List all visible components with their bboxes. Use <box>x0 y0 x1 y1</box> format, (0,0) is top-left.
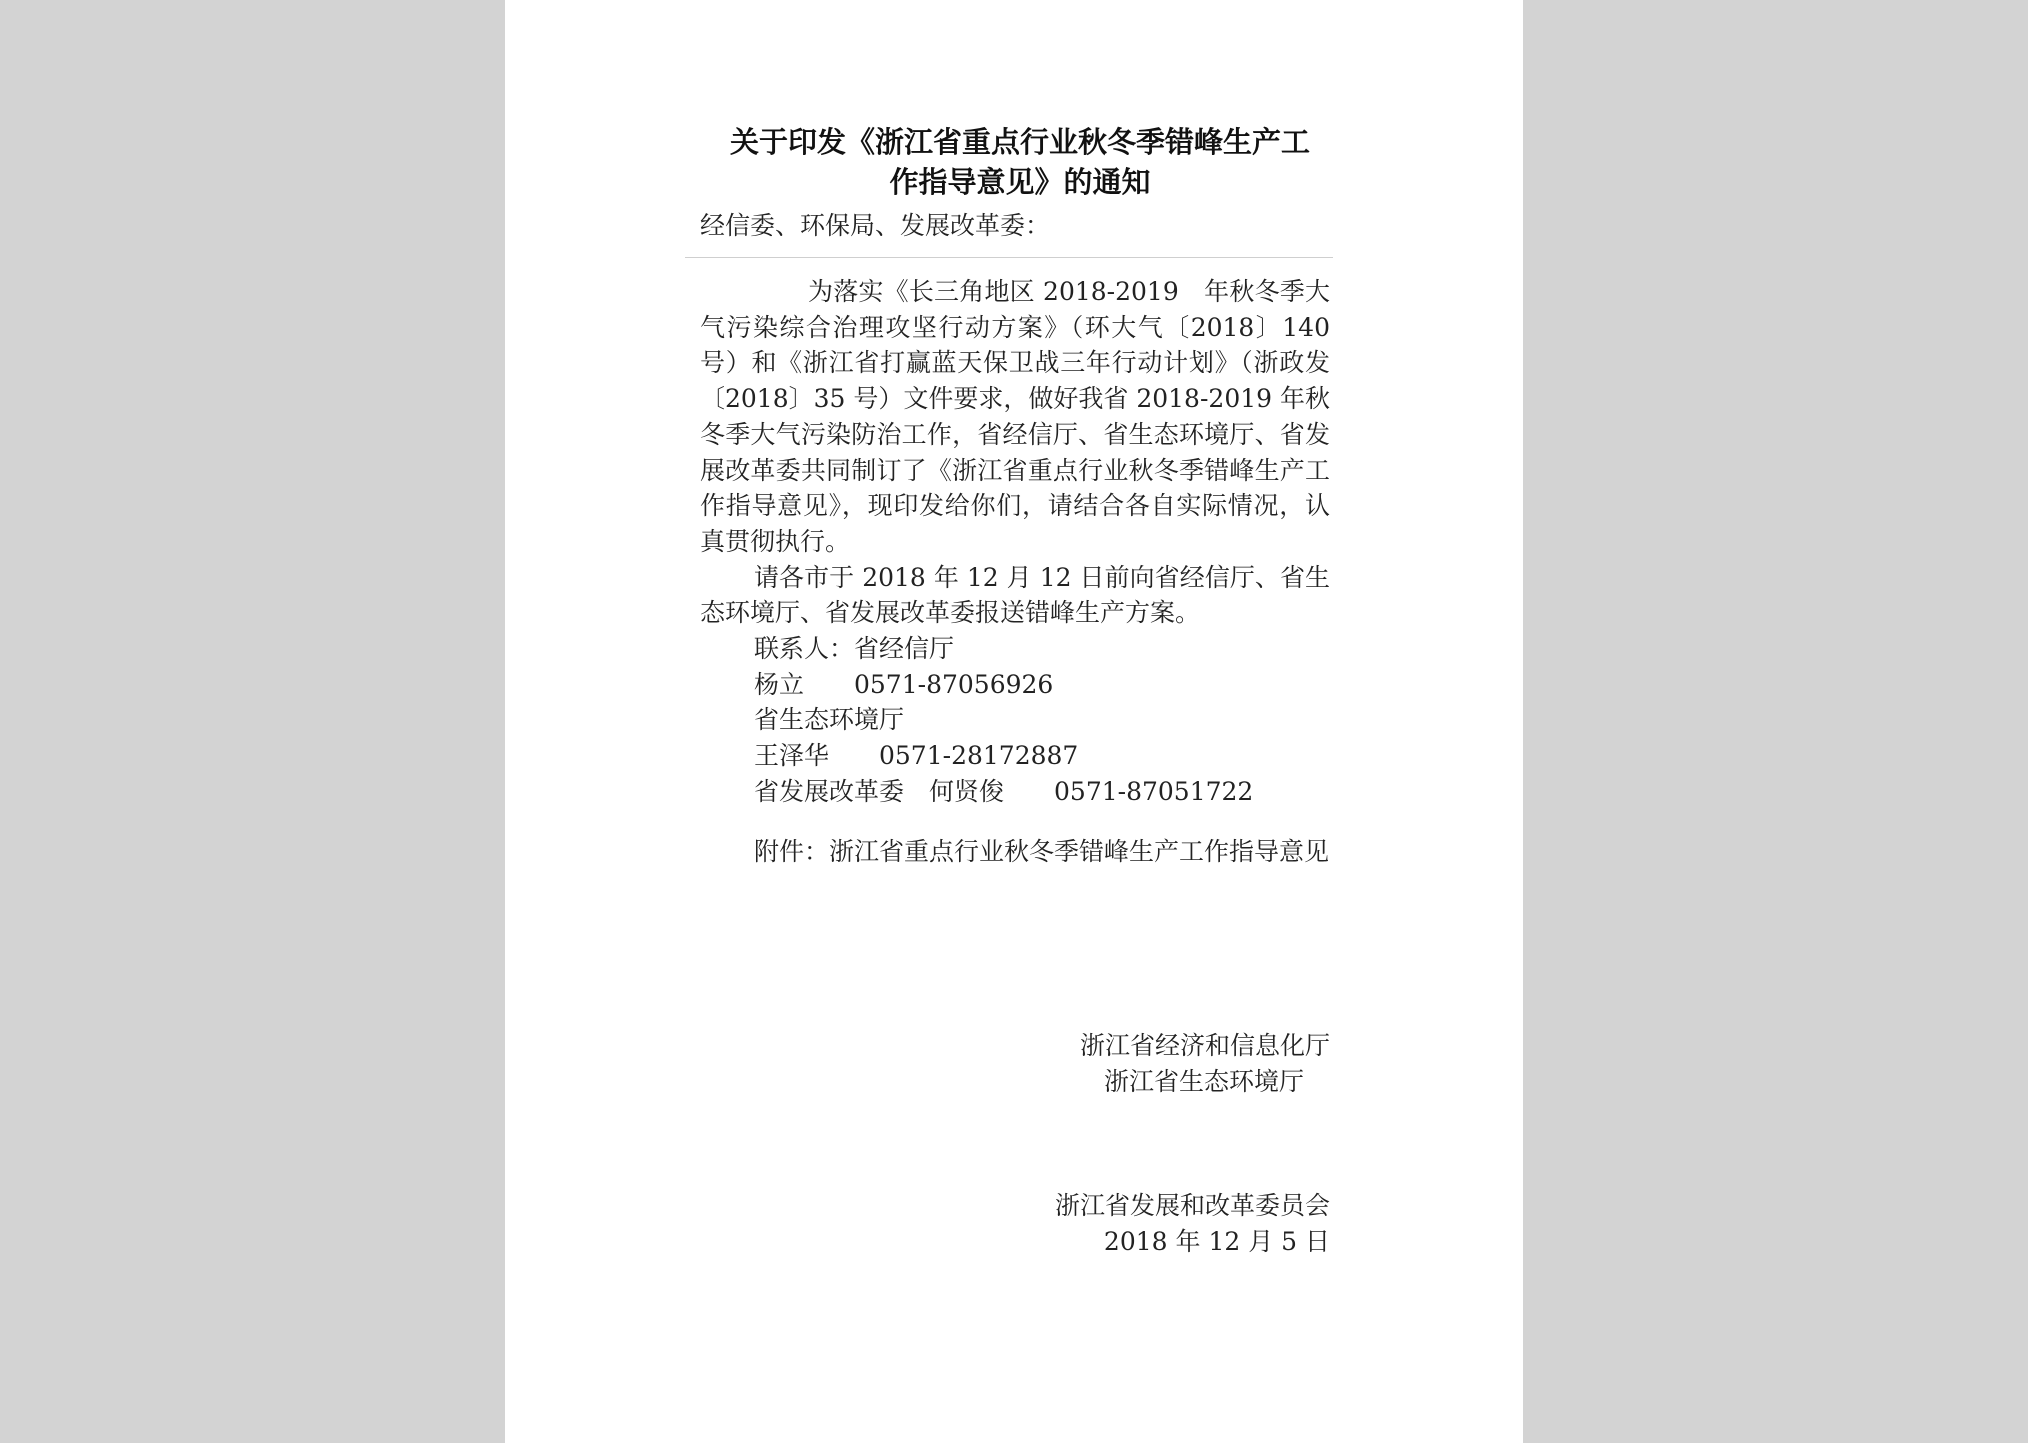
signatory: 浙江省经济和信息化厅 <box>1079 1031 1330 1060</box>
recipients: 经信委、环保局、发展改革委： <box>700 211 1051 240</box>
title-line-2: 作指导意见》的通知 <box>889 165 1151 199</box>
document-title <box>700 122 1340 202</box>
contact-line: 省发展改革委 何贤俊 0571-87051722 <box>754 776 1254 806</box>
signatory: 浙江省生态环境厅 <box>1103 1067 1304 1096</box>
paragraph-deadline: 请各市于 2018 年 12 月 12 日前向省经信厅、省生态环境厅、省发展改革委报送错峰生产方案。 <box>700 562 1330 628</box>
signature-block <box>1080 1028 1330 1100</box>
document-page <box>505 0 1523 1443</box>
contact-line: 联系人：省经信厅 <box>754 634 955 664</box>
contact-line: 杨立 0571-87056926 <box>754 669 1054 699</box>
signature-date-block <box>1055 1188 1330 1260</box>
contact-line: 王泽华 0571-28172887 <box>754 741 1079 771</box>
attachment-note: 附件：浙江省重点行业秋冬季错峰生产工作指导意见 <box>754 836 1330 866</box>
contact-line: 省生态环境厅 <box>754 705 905 735</box>
divider <box>685 257 1333 258</box>
title-line-1: 关于印发《浙江省重点行业秋冬季错峰生产工 <box>729 125 1310 159</box>
issue-date: 2018 年 12 月 5 日 <box>1103 1227 1330 1256</box>
document-body <box>700 274 1330 869</box>
signatory: 浙江省发展和改革委员会 <box>1054 1191 1330 1220</box>
paragraph-main: 为落实《长三角地区 2018-2019 年秋冬季大气污染综合治理攻坚行动方案》（环大气〔2018〕140 号）和《浙江省打赢蓝天保卫战三年行动计划》（浙政发〔2018〕35 号）文件要求，做好我省 2018-2019 年秋冬季大气污染防治工作，省经信厅、省生态环境厅、省发展改革委共同制订了《浙江省重点行业秋冬季错峰生产工作指导意见》，现印发给你们，请结合各自实际情况，认真贯彻执行。 <box>700 277 1330 556</box>
